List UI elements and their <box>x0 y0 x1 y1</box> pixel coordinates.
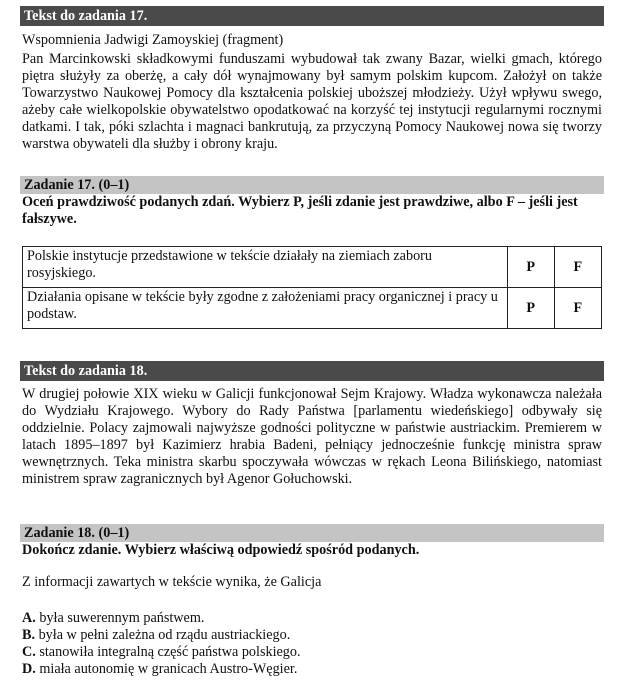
task17-header: Zadanie 17. (0–1) <box>20 176 604 194</box>
answer-option-b[interactable] <box>22 627 602 644</box>
answer-text: była w pełni zależna od rządu austriackiego. <box>38 627 291 643</box>
answer-letter: A. <box>22 610 36 626</box>
table-row <box>23 247 602 288</box>
true-false-table <box>22 246 602 329</box>
statement-2: Działania opisane w tekście były zgodne z założeniami pracy organicznej i pracy u podstaw. <box>23 288 508 329</box>
answer-text: stanowiła integralną część państwa polskiego. <box>39 644 301 660</box>
statement-1: Polskie instytucje przedstawione w tekście działały na ziemiach zaboru rosyjskiego. <box>23 247 508 288</box>
answer-text: była suwerennym państwem. <box>39 610 205 626</box>
text18-body: W drugiej połowie XIX wieku w Galicji funkcjonował Sejm Krajowy. Władza wykonawcza należała do Wydziału Krajowego. Wybory do Rady Państwa [parlamentu wiedeńskiego] odbywały się oddzielnie. Polacy zajmowali najwyższe godności polityczne w państwie austriackim. Premierem w latach 1895–1897 był Kazimierz hrabia Badeni, pełniący jednocześnie funkcję ministra spraw wewnętrznych. Teka ministra skarbu spoczywała wówczas w rękach Leona Bilińskiego, natomiast ministrem spraw zagranicznych był Agenor Gołuchowski. <box>22 386 602 487</box>
text17-subtitle: Wspomnienia Jadwigi Zamoyskiej (fragment) <box>22 32 284 48</box>
answer-option-d[interactable] <box>22 661 602 678</box>
option-false-2[interactable]: F <box>554 288 601 329</box>
task17-instruction: Oceń prawdziwość podanych zdań. Wybierz P, jeśli zdanie jest prawdziwe, albo F – jeśli jest fałszywe. <box>22 194 578 227</box>
task18-header: Zadanie 18. (0–1) <box>20 524 604 542</box>
answer-option-c[interactable] <box>22 644 602 661</box>
answer-letter: C. <box>22 644 36 660</box>
answer-letter: D. <box>22 661 36 677</box>
text17-body: Pan Marcinkowski składkowymi funduszami wybudował tak zwany Bazar, wielki gmach, którego piętra służyły za oberżę, a cały dół wynajmowany był samym polskim kupcom. Założył on także Towarzystwo Naukowej Pomocy dla kształcenia polskiej uboższej młodzieży. Użył wpływu swego, ażeby całe wielkopolskie obywatelstwo opodatkować na korzyść tej instytucji regularnymi rocznymi datkami. I tak, póki szlachta i magnaci bankrutują, za przyczyną Pomocy Naukowej nowa się tworzy warstwa obywateli dla służby i obrony kraju. <box>22 51 602 152</box>
option-true-2[interactable]: P <box>507 288 554 329</box>
answer-list <box>22 610 602 678</box>
answer-option-a[interactable] <box>22 610 602 627</box>
table-row <box>23 288 602 329</box>
task18-stem: Z informacji zawartych w tekście wynika, że Galicja <box>22 574 322 590</box>
option-false-1[interactable]: F <box>554 247 601 288</box>
answer-letter: B. <box>22 627 36 643</box>
answer-text: miała autonomię w granicach Austro-Węgier. <box>39 661 298 677</box>
text18-header: Tekst do zadania 18. <box>20 361 604 381</box>
option-true-1[interactable]: P <box>507 247 554 288</box>
text17-header: Tekst do zadania 17. <box>20 6 604 26</box>
task18-instruction: Dokończ zdanie. Wybierz właściwą odpowiedź spośród podanych. <box>22 542 420 558</box>
